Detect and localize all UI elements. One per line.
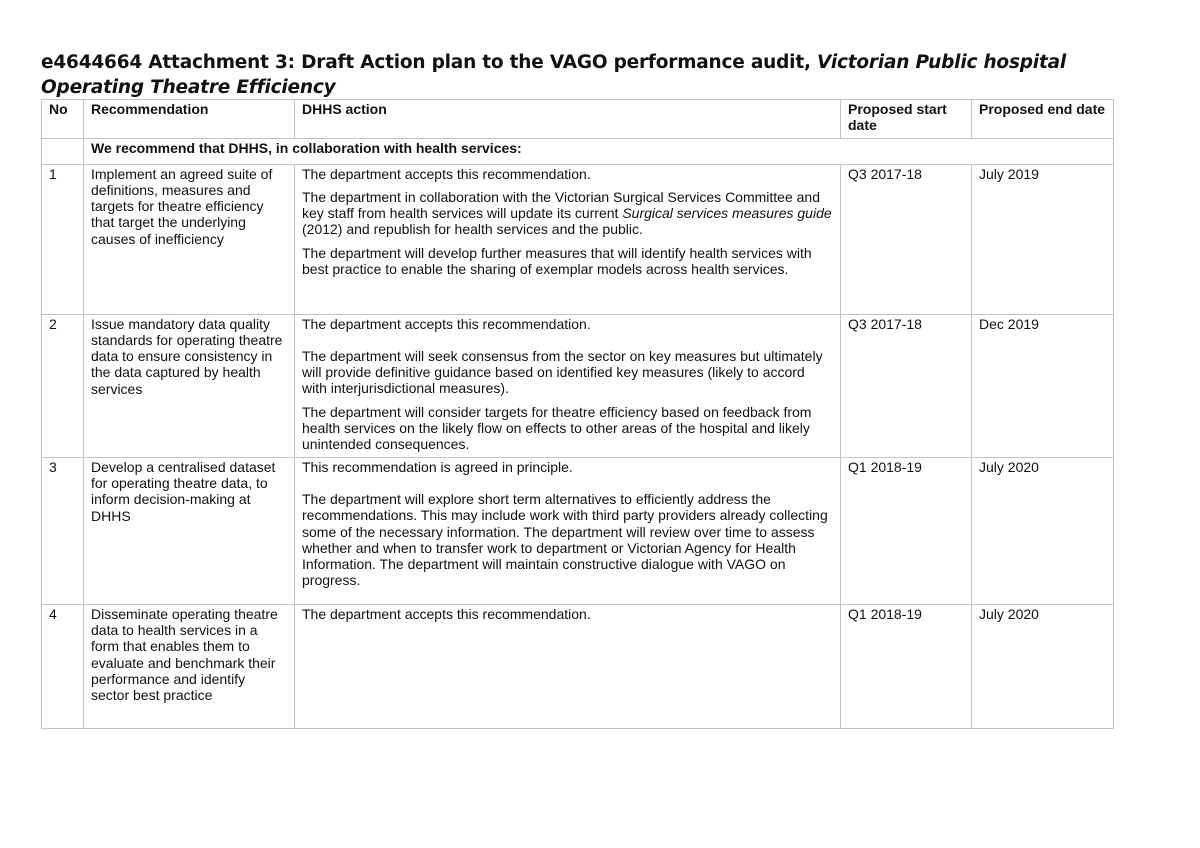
row-recommendation: Issue mandatory data quality standards for operating theatre data to ensure consistency in the data captured by health services [84, 314, 295, 457]
action-paragraph: The department will seek consensus from the sector on key measures but ultimately will provide definitive guidance based on identified key measures (likely to accord with interjurisdictional measures). [302, 347, 823, 397]
action-paragraph: The department will explore short term alternatives to efficiently address the recommendations. This may include work with third party providers already collecting some of the necessary information. The department will review over time to assess whether and when to transfer work to department or Victorian Agency for Health Information. The department will maintain constructive dialogue with VAGO on progress. [302, 490, 828, 589]
header-no: No [42, 100, 84, 139]
action-paragraph: The department will develop further measures that will identify health services with best practice to enable the sharing of exemplar models across health services. [302, 244, 812, 278]
action-text-italic: Surgical services measures guide [622, 205, 832, 222]
row-recommendation: Implement an agreed suite of definitions, measures and targets for theatre efficiency that target the underlying causes of inefficiency [84, 164, 295, 314]
row-number: 1 [42, 164, 84, 314]
row-recommendation: Develop a centralised dataset for operating theatre data, to inform decision-making at DHHS [84, 457, 295, 604]
table-row [42, 314, 1114, 457]
row-start-date: Q1 2018-19 [841, 457, 972, 604]
row-dhhs-action [295, 164, 841, 314]
header-proposed-end-date: Proposed end date [972, 100, 1114, 139]
table-row [42, 164, 1114, 314]
row-dhhs-action [295, 314, 841, 457]
action-paragraph: The department accepts this recommendation. [302, 605, 591, 622]
row-dhhs-action [295, 604, 841, 728]
row-recommendation: Disseminate operating theatre data to health services in a form that enables them to evaluate and benchmark their performance and identify sector best practice [84, 604, 295, 728]
action-plan-table [41, 99, 1114, 729]
intro-empty-cell [42, 138, 84, 164]
row-start-date: Q3 2017-18 [841, 314, 972, 457]
intro-row [42, 138, 1114, 164]
row-dhhs-action [295, 457, 841, 604]
action-paragraph: This recommendation is agreed in principle. [302, 458, 573, 475]
document-title-prefix: e4644664 Attachment 3: Draft Action plan to the VAGO performance audit, [41, 52, 818, 73]
action-text: The department in collaboration with the Victorian Surgical Services Committee and key staff from health services will update its current [302, 188, 820, 222]
row-end-date: July 2020 [972, 457, 1114, 604]
row-number: 3 [42, 457, 84, 604]
header-dhhs-action: DHHS action [295, 100, 841, 139]
action-paragraph: The department will consider targets for theatre efficiency based on feedback from health services on the likely flow on effects to other areas of the hospital and likely unintended consequences. [302, 403, 812, 453]
row-end-date: Dec 2019 [972, 314, 1114, 457]
row-number: 2 [42, 314, 84, 457]
row-start-date: Q1 2018-19 [841, 604, 972, 728]
header-proposed-start-date: Proposed start date [841, 100, 972, 139]
action-paragraph [302, 189, 833, 238]
action-paragraph: The department accepts this recommendation. [302, 165, 591, 182]
row-end-date: July 2020 [972, 604, 1114, 728]
table-row [42, 457, 1114, 604]
row-number: 4 [42, 604, 84, 728]
table-header-row [42, 100, 1114, 139]
row-end-date: July 2019 [972, 164, 1114, 314]
header-recommendation: Recommendation [84, 100, 295, 139]
action-paragraph: The department accepts this recommendation. [302, 315, 591, 332]
action-text: (2012) and republish for health services and the public. [302, 221, 643, 238]
document-title-italic: Victorian Public hospital Operating Theatre Efficiency [41, 52, 1067, 98]
table-row [42, 604, 1114, 728]
document-title [41, 50, 1121, 100]
intro-text: We recommend that DHHS, in collaboration with health services: [84, 138, 1114, 164]
row-start-date: Q3 2017-18 [841, 164, 972, 314]
